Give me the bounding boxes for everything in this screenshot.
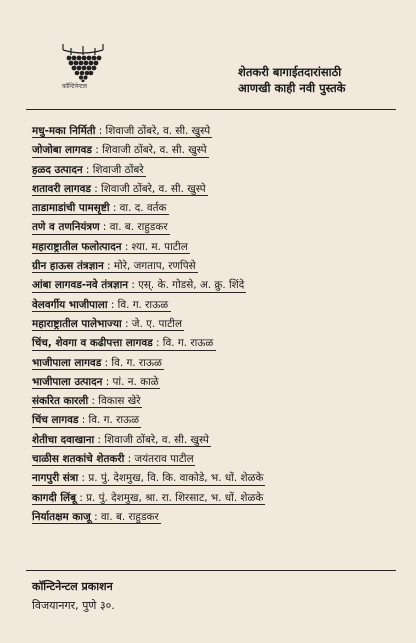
book-list-item [32,508,408,527]
book-list-item [32,180,408,199]
book-author: : एस्. के. गोडसे, अ. क्रु. शिंदे [128,279,245,292]
book-title: आंबा लागवड-नवे तंत्रज्ञान [32,279,129,292]
book-title: महाराष्ट्रातील फलोत्पादन [32,240,122,253]
heading-line-2: आणखी काही नवी पुस्तके [238,81,346,95]
book-author: : वि. ग. राऊळ [152,337,214,350]
row-underline [32,195,208,196]
bottom-divider [26,570,396,571]
row-underline [32,253,190,254]
book-title: चिंच लागवड [32,414,79,427]
book-author: : वा. ब. राहुडकर [99,221,168,234]
book-author: : शिवाजी ठोंबरे, व. सी. खुस्पे [91,144,207,157]
book-author: : विकास खेरे [88,395,141,408]
book-author: : जे. ए. पाटील [121,317,183,330]
book-author: : जयंतराव पाटील [124,453,194,466]
book-title: ताडामाडांची पामसृष्टी [32,202,110,215]
book-author: : श्या. म. पाटील [121,240,188,253]
book-author: : वि. ग. राऊळ [78,414,140,427]
row-underline [32,214,169,215]
book-list-item [32,354,408,373]
row-underline [32,446,211,447]
heading [238,64,408,96]
row-underline [32,407,142,408]
row-underline [32,137,212,138]
book-list-item [32,489,408,508]
book-list-item [32,411,408,430]
book-list-item [32,199,408,218]
book-title: महाराष्ट्रातील पालेभाज्या [32,317,122,330]
book-list-item [32,161,408,180]
book-list-item [32,450,408,469]
row-underline [32,311,171,312]
row-underline [32,485,265,486]
book-author: : शिवाजी ठोंबरे, व. सी. खुस्पे [90,182,206,195]
book-author: : वा. ब. राहुडकर [90,510,159,523]
book-title: नागपुरी संत्रा [32,472,79,485]
top-divider [26,109,396,110]
book-list-item [32,257,408,276]
book-author: : पां. न. काळे [102,375,159,388]
book-author: : वा. द. वर्तक [109,202,167,215]
publisher-address: विजयानगर, पुणे ३०. [32,599,115,612]
book-list-item [32,296,408,315]
row-underline [32,369,164,370]
book-title: जोजोबा लागवड [32,144,92,157]
book-title: भाजीपाला लागवड [32,356,102,369]
book-author: : प्र. पुं. देशमुख, श्रा. रा. शिरसाट, भ. धों. शेळके [76,491,264,504]
book-title: वेलवर्गीय भाजीपाला [32,298,108,311]
book-list-item [32,122,408,141]
row-underline [32,350,216,351]
book-author: : वि. ग. राऊळ [107,298,169,311]
row-underline [32,504,265,505]
book-title: चाळीस शतकांचे शेतकरी [32,453,125,466]
book-author: : शिवाजी ठोंबरे [82,163,144,176]
book-list [32,122,408,527]
publisher-name: कॉन्टिनेन्टल प्रकाशन [32,580,113,593]
bunch-emblem-icon [60,42,106,82]
logo-wordmark: कॉन्टिनेन्टल [62,83,87,90]
row-underline [32,272,198,273]
book-list-item [32,334,408,353]
publisher-block [32,577,115,615]
book-title: शेतीचा दवाखाना [32,433,95,446]
book-list-item [32,276,408,295]
book-title: तणे व तणनियंत्रण [32,221,100,234]
book-title: हळद उत्पादन [32,163,83,176]
book-list-item [32,238,408,257]
book-title: संकरित कारली [32,395,89,408]
row-underline [32,330,184,331]
book-list-item [32,315,408,334]
heading-line-1: शेतकरी बागाईतदारांसाठी [238,65,342,79]
book-list-item [32,431,408,450]
row-underline [32,427,141,428]
publisher-logo [60,42,106,92]
book-list-item [32,141,408,160]
row-underline [32,157,209,158]
book-list-item [32,218,408,237]
book-title: निर्यातक्षम काजू [32,510,91,523]
book-author: : शिवाजी ठोंबरे, व. सी. खुस्पे [94,433,209,446]
row-underline [32,523,161,524]
book-author: : शिवाजी ठोंबरे, व. सी. खुस्पे [95,125,211,137]
book-list-item [32,469,408,488]
row-underline [32,465,195,466]
book-list-item [32,392,408,411]
book-title: ग्रीन हाऊस तंत्रज्ञान [32,260,104,273]
book-author: : प्र. पुं. देशमुख, वि. कि. वाकोडे, भ. धों. शेळके [78,472,264,485]
book-author: : मोरे, जगताप, रणपिसे [103,260,196,273]
book-title: मधु-मका निर्मिती [32,125,96,137]
book-title: कागदी लिंबू [32,491,77,504]
book-title: चिंच, शेवगा व कढीपत्ता लागवड [32,337,153,350]
book-title: शतावरी लागवड [32,182,91,195]
book-author: : वि. ग. राऊळ [101,356,162,369]
row-underline [32,292,246,293]
book-title: भाजीपाला उत्पादन [32,375,103,388]
row-underline [32,234,170,235]
row-underline [32,176,146,177]
book-list-item [32,373,408,392]
row-underline [32,388,160,389]
